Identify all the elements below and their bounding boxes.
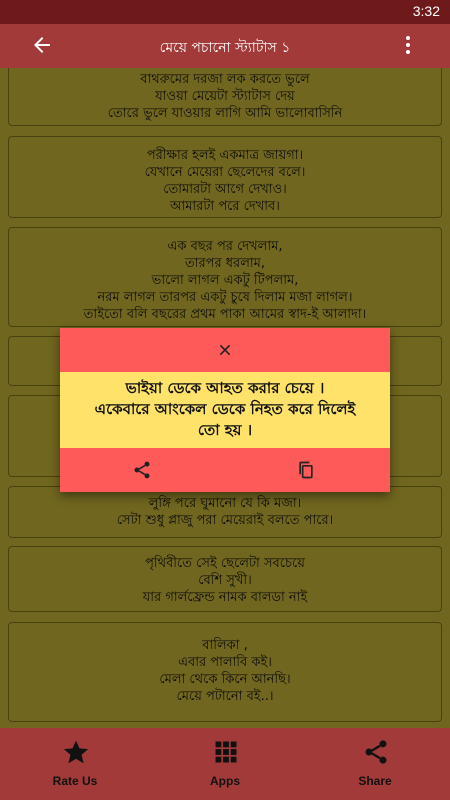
card-line: তাইতো বলি বছরের প্রথম পাকা আমের স্বাদ-ই আলাদা। (83, 307, 367, 322)
card-line: মেলা থেকে কিনে আনছি। (159, 672, 291, 687)
copy-icon[interactable] (296, 460, 316, 480)
status-time: 3:32 (412, 3, 440, 19)
page-title: মেয়ে পচানো স্ট্যাটাস ১ (159, 40, 291, 56)
card-line: তারপর ধরলাম, (184, 256, 266, 271)
share-button[interactable] (300, 728, 450, 800)
dialog-line: তো হয় । (197, 421, 253, 439)
status-bar (0, 0, 450, 24)
card-line: মেয়ে পটানো বই..। (176, 689, 274, 704)
rate-us-label: Rate Us (52, 774, 98, 788)
dialog-text (60, 372, 390, 448)
app-bar (0, 24, 450, 68)
grid-icon (212, 738, 240, 766)
card-line: পরীক্ষার হলই একমাত্র জায়গা। (146, 148, 304, 163)
star-icon (62, 738, 90, 766)
card-line: তোমারটা আগে দেখাও। (163, 182, 287, 197)
card-line: নরম লাগল তারপর একটু চুষে দিলাম মজা লাগল। (97, 290, 353, 305)
dialog-line: একেবারে আংকেল ডেকে নিহত করে দিলেই (94, 400, 356, 418)
close-icon[interactable] (215, 340, 235, 360)
apps-label: Apps (210, 774, 240, 788)
dialog-line: ভাইয়া ডেকে আহত করার চেয়ে । (125, 379, 325, 397)
share-icon[interactable] (132, 460, 152, 480)
rate-us-button[interactable] (0, 728, 150, 800)
card-line: লুঙ্গি পরে ঘুমানো যে কি মজা। (148, 496, 302, 511)
dialog-actions (60, 448, 390, 492)
card-line: যাওয়া মেয়েটা স্ট্যাটাস দেয় (155, 89, 295, 104)
card-line: আমারটা পরে দেখাব। (170, 199, 280, 214)
card-line: যেখানে মেয়েরা ছেলেদের বলে। (144, 165, 306, 180)
share-icon (362, 738, 390, 766)
apps-button[interactable] (150, 728, 300, 800)
status-dialog (60, 328, 390, 492)
card-line: তোরে ভুলে যাওয়ার লাগি আমি ভালোবাসিনি (107, 106, 343, 121)
card-line: বেশি সুখী। (198, 573, 252, 588)
card-line: বাথরুমের দরজা লক করতে ভুলে (140, 72, 310, 87)
dialog-header (60, 328, 390, 372)
share-label: Share (358, 774, 392, 788)
card-line: সেটা শুধু প্লাজু পরা মেয়েরাই বলতে পারে। (116, 513, 334, 528)
bottom-nav (0, 728, 450, 800)
more-vert-icon[interactable] (396, 33, 420, 57)
card-line: এক বছর পর দেখলাম, (167, 239, 283, 254)
card-line: বালিকা , (202, 638, 248, 653)
card-line: এবার পালাবি কই। (178, 655, 272, 670)
card-line: যার গার্লফ্রেন্ড নামক বালডা নাই (142, 590, 308, 605)
card-line: পৃথিবীতে সেই ছেলেটা সবচেয়ে (145, 556, 305, 571)
card-line: ভালো লাগল একটু টিপলাম, (151, 273, 299, 288)
